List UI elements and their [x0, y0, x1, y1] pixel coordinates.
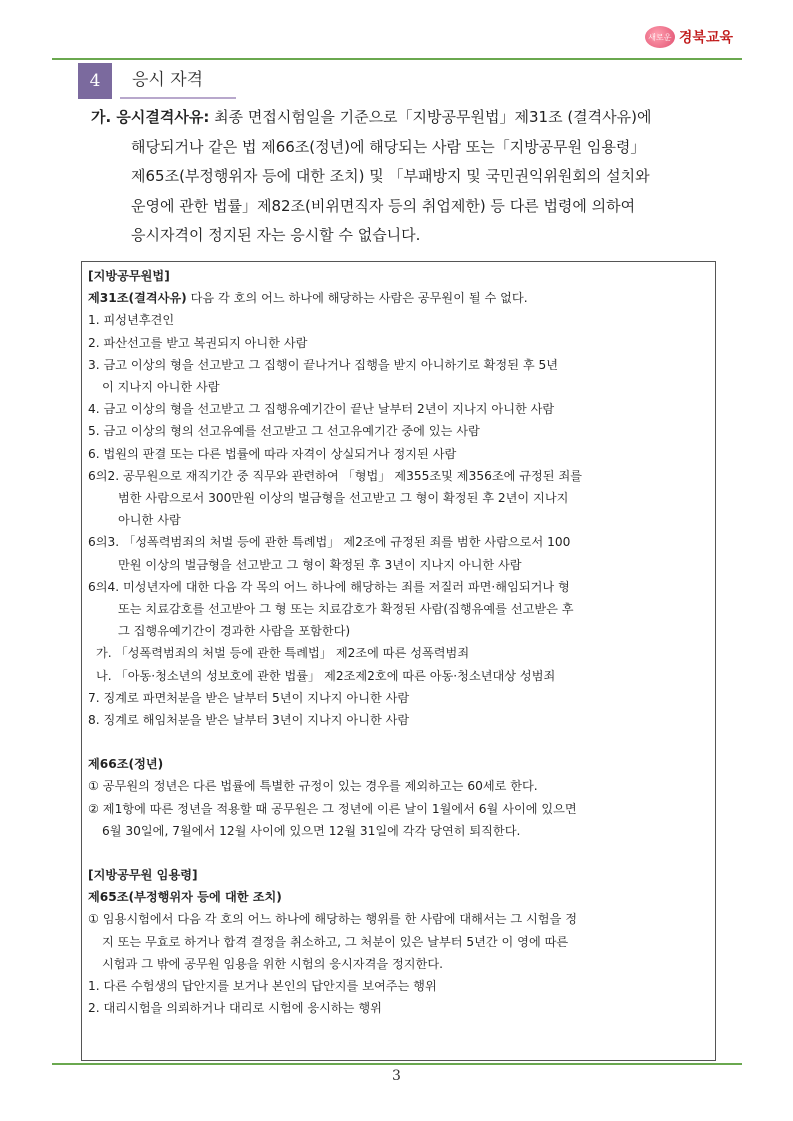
law-item: ① 임용시험에서 다음 각 호의 어느 하나에 해당하는 행위를 한 사람에 대해서는 그 시험을 정	[88, 912, 577, 927]
decree-title: [지방공무원 임용령]	[88, 868, 198, 883]
law-item: 시험과 그 밖에 공무원 임용을 위한 시험의 응시자격을 정지한다.	[102, 956, 443, 971]
item-lead: 가. 응시결격사유:	[91, 108, 210, 126]
article-text: 다음 각 호의 어느 하나에 해당하는 사람은 공무원이 될 수 없다.	[186, 291, 528, 306]
section-title: 응시 자격	[120, 63, 236, 99]
article-title: 제65조(부정행위자 등에 대한 조치)	[88, 890, 282, 905]
law-item: 6의4. 미성년자에 대한 다음 각 목의 어느 하나에 해당하는 죄를 저질러 파면·해임되거나 형	[88, 579, 570, 594]
law-item: 5. 금고 이상의 형의 선고유예를 선고받고 그 선고유예기간 중에 있는 사람	[88, 424, 480, 439]
law-item: 8. 징계로 해임처분을 받은 날부터 3년이 지나지 아니한 사람	[88, 713, 410, 728]
law-item: 4. 금고 이상의 형을 선고받고 그 집행유예기간이 끝난 날부터 2년이 지나지 아니한 사람	[88, 402, 555, 417]
disqualification-paragraph	[91, 103, 731, 251]
law-item: 1. 다른 수험생의 답안지를 보거나 본인의 답안지를 보여주는 행위	[88, 979, 437, 994]
law-item: 7. 징계로 파면처분을 받은 날부터 5년이 지나지 아니한 사람	[88, 690, 410, 705]
article-title: 제66조(정년)	[88, 757, 164, 772]
page-number: 3	[392, 1068, 401, 1084]
item-line: 제65조(부정행위자 등에 대한 조치) 및 「부패방지 및 국민권익위원회의 설치와	[131, 167, 650, 185]
law-item: 범한 사람으로서 300만원 이상의 벌금형을 선고받고 그 형이 확정된 후 2년이 지나지	[118, 491, 569, 506]
law-item: 나. 「아동·청소년의 성보호에 관한 법률」 제2조제2호에 따른 아동·청소년대상 성범죄	[96, 668, 556, 683]
article-title: 제31조(결격사유)	[88, 291, 187, 306]
law-item: ② 제1항에 따른 정년을 적용할 때 공무원은 그 정년에 이른 날이 1월에서 6월 사이에 있으면	[88, 801, 577, 816]
law-item: 6. 법원의 판결 또는 다른 법률에 따라 자격이 상실되거나 정지된 사람	[88, 446, 457, 461]
law-item: 6의3. 「성폭력범죄의 처벌 등에 관한 특례법」 제2조에 규정된 죄를 범한 사람으로서 100	[88, 535, 571, 550]
header-rule	[52, 58, 742, 60]
act-title: [지방공무원법]	[88, 269, 170, 283]
law-item: ① 공무원의 정년은 다른 법률에 특별한 규정이 있는 경우를 제외하고는 60세로 한다.	[88, 779, 538, 794]
law-excerpt-box	[81, 261, 716, 1061]
law-item: 6의2. 공무원으로 재직기간 중 직무와 관련하여 「형법」 제355조및 제356조에 규정된 죄를	[88, 468, 582, 483]
law-item: 또는 치료감호를 선고받아 그 형 또는 치료감호가 확정된 사람(집행유예를 선고받은 후	[118, 602, 574, 617]
law-item: 6월 30일에, 7월에서 12월 사이에 있으면 12월 31일에 각각 당연히 퇴직한다.	[102, 823, 521, 838]
footer-rule	[52, 1063, 742, 1065]
law-item: 1. 피성년후견인	[88, 313, 175, 328]
section-heading	[78, 63, 236, 99]
law-item: 3. 금고 이상의 형을 선고받고 그 집행이 끝나거나 집행을 받지 아니하기로 확정된 후 5년	[88, 357, 559, 372]
law-item: 그 집행유예기간이 경과한 사람을 포함한다)	[118, 624, 351, 639]
logo	[645, 26, 733, 48]
item-line: 응시자격이 정지된 자는 응시할 수 없습니다.	[131, 226, 421, 244]
item-line: 운영에 관한 법률」제82조(비위면직자 등의 취업제한) 등 다른 법령에 의하여	[131, 196, 636, 215]
section-number: 4	[78, 63, 112, 99]
law-item: 아니한 사람	[118, 513, 181, 528]
law-item: 지 또는 무효로 하거나 합격 결정을 취소하고, 그 처분이 있은 날부터 5년간 이 영에 따른	[102, 934, 569, 949]
item-line: 해당되거나 같은 법 제66조(정년)에 해당되는 사람 또는「지방공무원 임용령」	[131, 137, 646, 156]
law-item: 이 지나지 아니한 사람	[102, 380, 220, 395]
logo-mark: 새로운	[645, 26, 675, 48]
logo-text: 경북교육	[678, 30, 733, 46]
law-item: 2. 파산선고를 받고 복권되지 아니한 사람	[88, 335, 308, 350]
law-item: 만원 이상의 벌금형을 선고받고 그 형이 확정된 후 3년이 지나지 아니한 사람	[118, 557, 522, 572]
law-item: 가. 「성폭력범죄의 처벌 등에 관한 특례법」 제2조에 따른 성폭력범죄	[96, 646, 470, 661]
item-line: 최종 면접시험일을 기준으로「지방공무원법」제31조 (결격사유)에	[209, 108, 652, 126]
law-item: 2. 대리시험을 의뢰하거나 대리로 시험에 응시하는 행위	[88, 1001, 382, 1016]
